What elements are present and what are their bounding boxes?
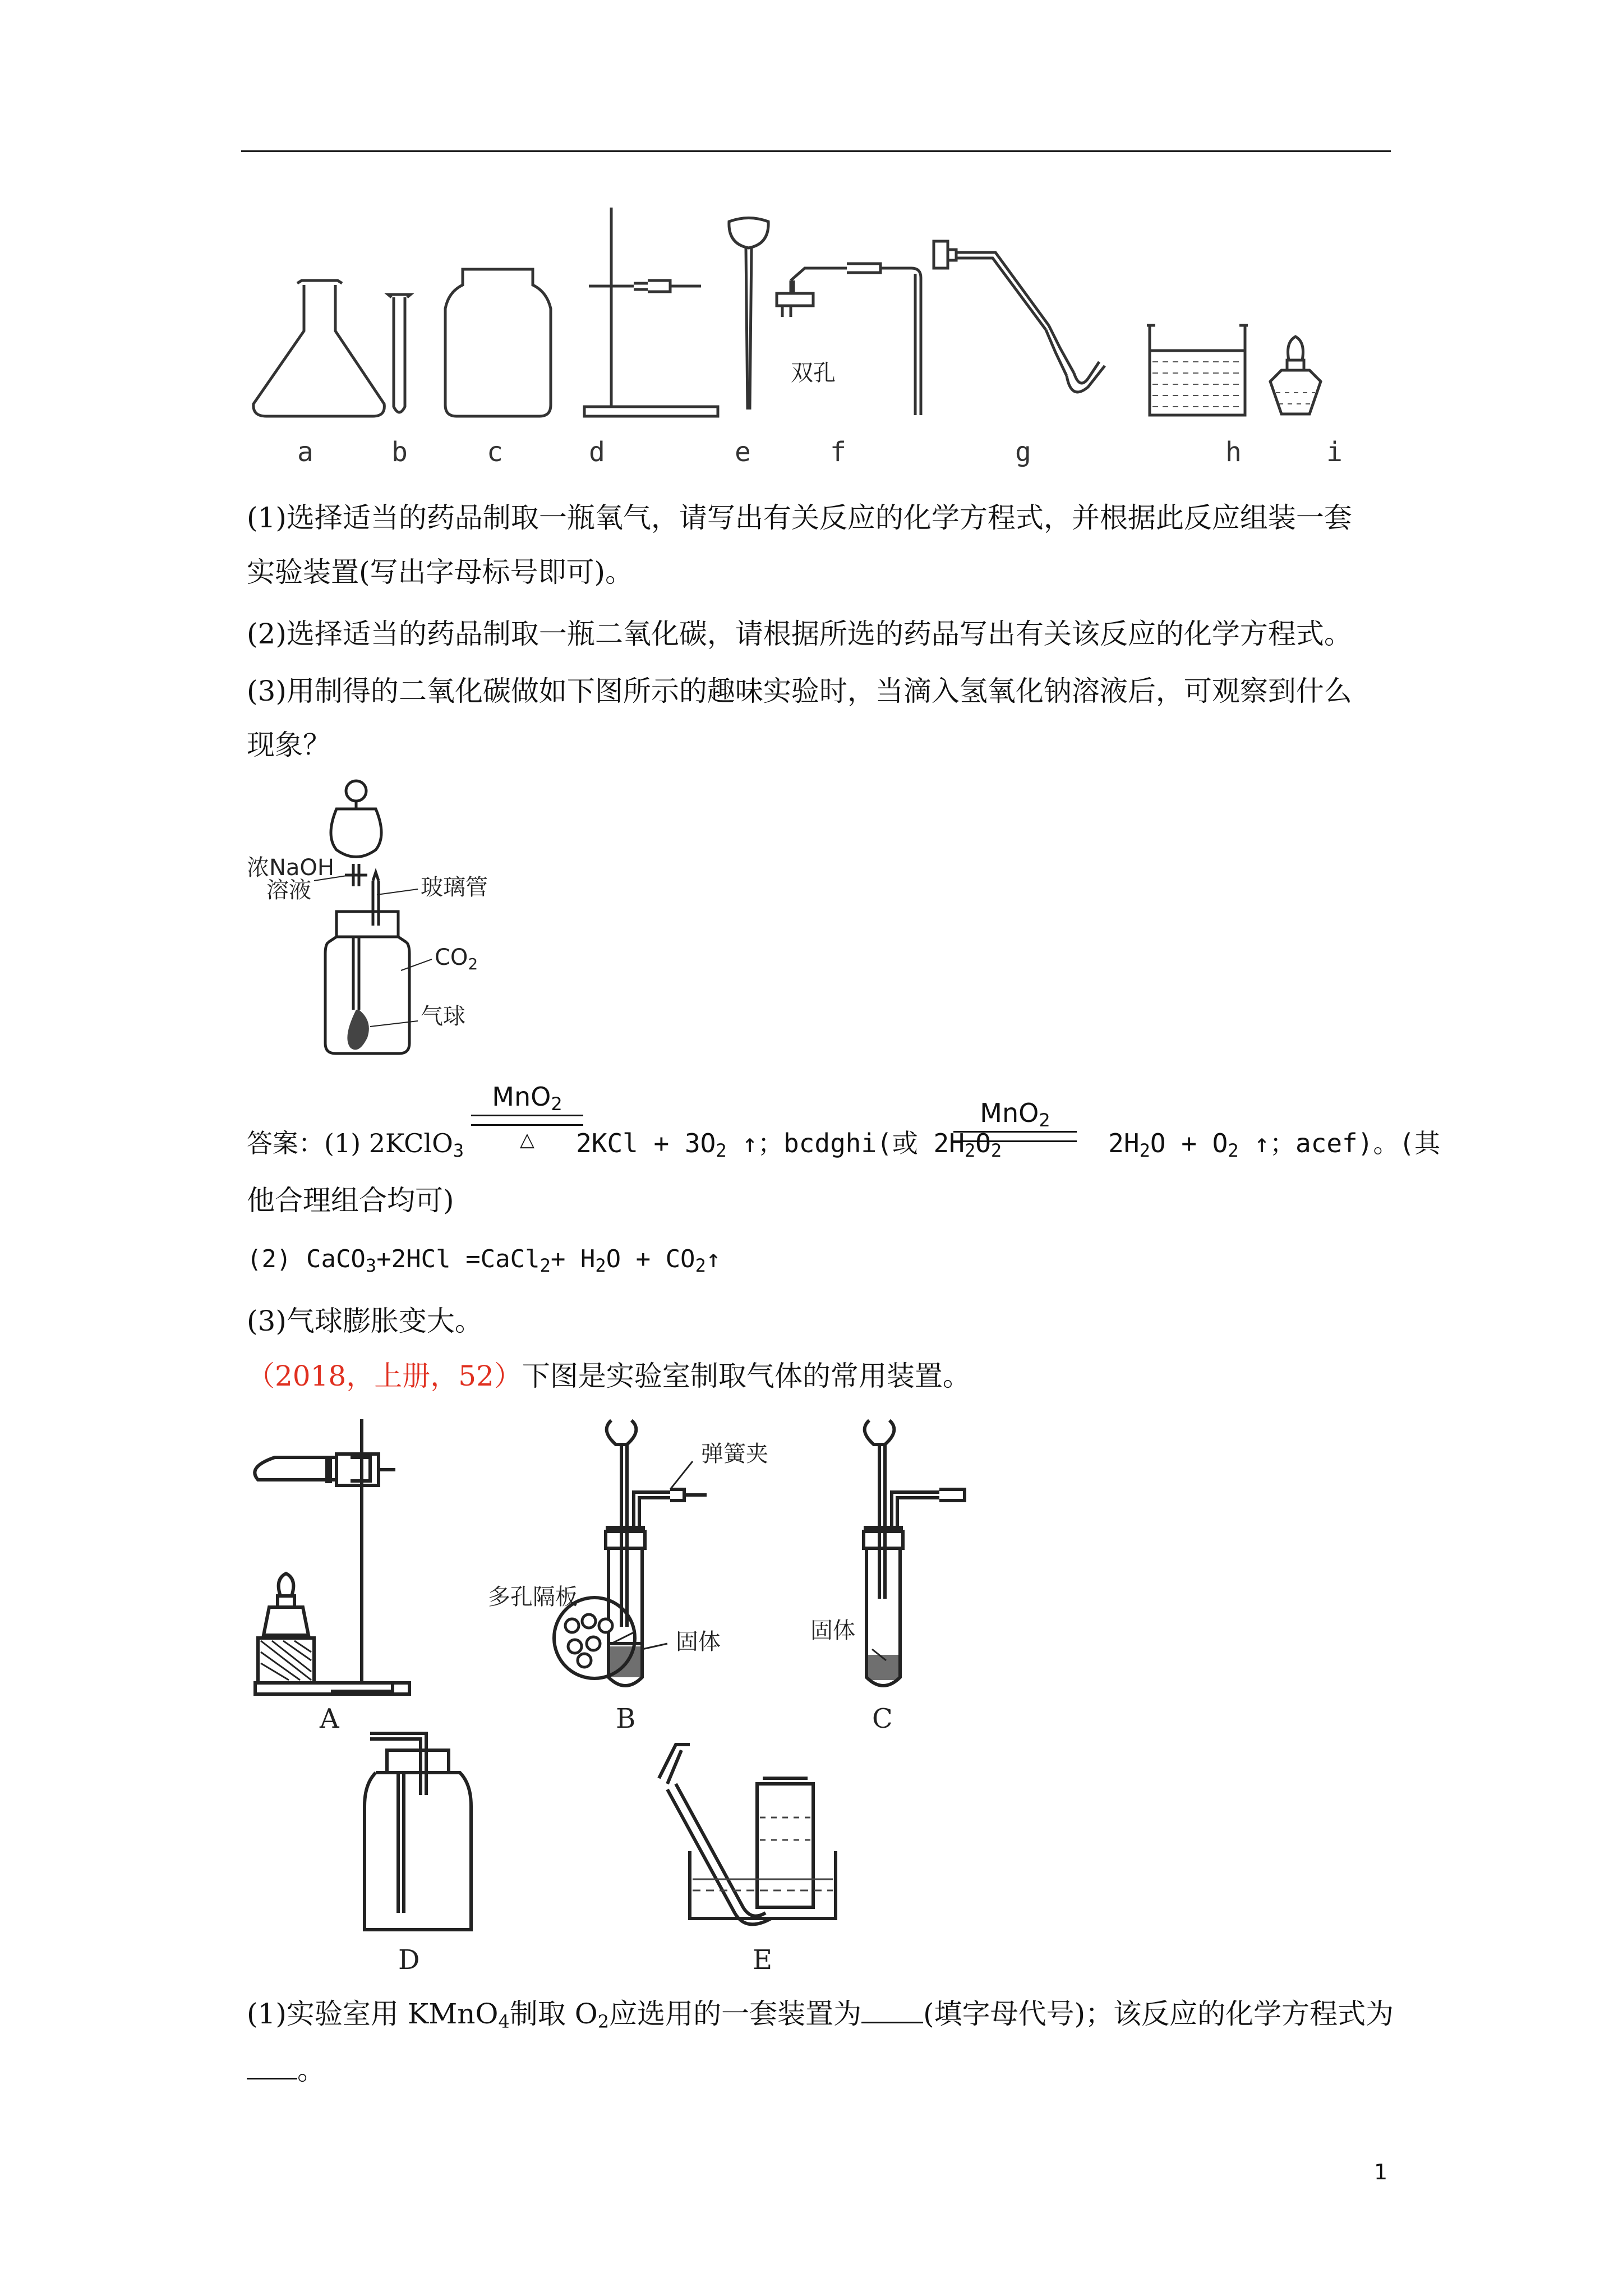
catalyst-condition-2: MnO$_2$ bbox=[953, 1098, 1077, 1142]
iron-stand bbox=[584, 208, 718, 416]
intro-line: （2018，上册，52）下图是实验室制取气体的常用装置。 bbox=[247, 1360, 971, 1392]
label-c: c bbox=[487, 436, 503, 468]
page-number: 1 bbox=[1374, 2160, 1388, 2184]
porous-plate-label: 多孔隔板 bbox=[488, 1584, 578, 1610]
question-1-line-2: 实验装置(写出字母标号即可)。 bbox=[247, 556, 634, 588]
question-3-line-2: 现象？ bbox=[247, 729, 331, 761]
label-f: f bbox=[830, 436, 846, 468]
solid-label-b: 固体 bbox=[676, 1629, 721, 1655]
caption-C: C bbox=[872, 1703, 893, 1734]
apparatus-figure-1 bbox=[241, 202, 1419, 482]
caption-D: D bbox=[398, 1944, 420, 1976]
answer-blank-apparatus[interactable] bbox=[861, 1999, 923, 2023]
answer-line-1: 答案：(1) 2KClO$_3$ $2KCl + 3O_2$ ↑；bcdghi(或 $2H_2O_2$ $2H_2O + O_2$ ↑；acef)。(其 bbox=[247, 1128, 1441, 1161]
answer-line-2: 他合理组合均可) bbox=[247, 1184, 454, 1217]
spring-clip-label: 弹簧夹 bbox=[701, 1441, 768, 1467]
label-e: e bbox=[735, 436, 751, 468]
long-neck-funnel bbox=[729, 218, 768, 410]
balloon bbox=[347, 1010, 368, 1050]
header-rule bbox=[241, 150, 1391, 152]
apparatus-figure-2 bbox=[241, 1414, 1026, 1986]
question-kmno4-line-2: 。 bbox=[247, 2050, 325, 2090]
caption-B: B bbox=[616, 1703, 636, 1734]
catalyst-condition-1: MnO$_2$ △ bbox=[471, 1082, 583, 1154]
test-tube bbox=[388, 295, 411, 412]
caption-E: E bbox=[753, 1944, 773, 1976]
caption-A: A bbox=[320, 1703, 339, 1734]
balloon-label: 气球 bbox=[421, 1004, 465, 1029]
answer-q2: (2) CaCO$_3$+2HCl =CaCl$_2$+ $H_2O$ + $CO_2↑$ bbox=[247, 1245, 721, 1276]
label-d: d bbox=[589, 436, 605, 468]
question-kmno4: (1)实验室用 KMnO$_4$制取 $O_2$应选用的一套装置为 (填字母代号)；该反应的化学方程式为 bbox=[247, 1998, 1394, 2032]
answer-blank-equation[interactable] bbox=[247, 2055, 297, 2079]
label-g: g bbox=[1015, 436, 1031, 468]
solid-label-c: 固体 bbox=[810, 1618, 855, 1644]
water-trough bbox=[1147, 325, 1248, 415]
delivery-tube bbox=[934, 241, 1105, 392]
separatory-funnel bbox=[331, 809, 381, 857]
double-hole-stopper bbox=[777, 264, 921, 415]
question-3-line-1: (3)用制得的二氧化碳做如下图所示的趣味实验时，当滴入氢氧化钠溶液后，可观察到什么 bbox=[247, 675, 1352, 707]
question-1-line-1: (1)选择适当的药品制取一瓶氧气，请写出有关反应的化学方程式，并根据此反应组装一套 bbox=[247, 501, 1352, 534]
double-hole-label: 双孔 bbox=[791, 360, 836, 386]
co2-balloon-figure bbox=[247, 774, 527, 1066]
naoh-label-2: 溶液 bbox=[266, 877, 311, 903]
apparatus-C bbox=[864, 1420, 965, 1686]
label-b: b bbox=[391, 436, 408, 468]
wide-mouth-bottle bbox=[445, 269, 551, 416]
co2-label: $CO_2$ bbox=[435, 945, 478, 973]
naoh-label-1: 浓NaOH bbox=[247, 855, 334, 881]
apparatus-A bbox=[255, 1419, 409, 1694]
apparatus-E bbox=[659, 1745, 836, 1924]
source-tag: （2018，上册，52） bbox=[247, 1360, 522, 1392]
apparatus-D bbox=[365, 1733, 471, 1930]
question-2: (2)选择适当的药品制取一瓶二氧化碳，请根据所选的药品写出有关该反应的化学方程式。 bbox=[247, 618, 1352, 650]
answer-q3: (3)气球膨胀变大。 bbox=[247, 1305, 483, 1337]
alcohol-lamp bbox=[1270, 337, 1321, 414]
label-a: a bbox=[297, 436, 313, 468]
label-h: h bbox=[1225, 436, 1242, 468]
label-i: i bbox=[1326, 436, 1343, 468]
conical-flask bbox=[253, 280, 384, 416]
rubber-stopper bbox=[336, 912, 398, 937]
glass-tube-label: 玻璃管 bbox=[421, 875, 488, 900]
